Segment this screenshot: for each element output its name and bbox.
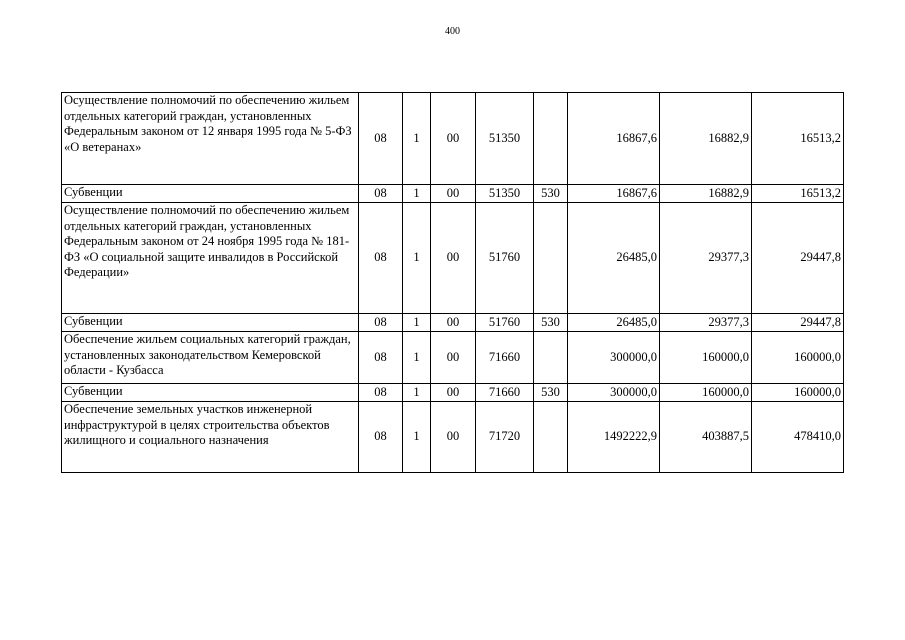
value-year-3: 16513,2 — [752, 93, 844, 185]
subsection-code: 1 — [403, 93, 431, 185]
expense-type — [534, 203, 568, 314]
value-year-1: 26485,0 — [568, 314, 660, 332]
target-code: 71660 — [476, 384, 534, 402]
expense-type — [534, 93, 568, 185]
value-year-3: 160000,0 — [752, 332, 844, 384]
expense-type — [534, 402, 568, 473]
value-year-1: 16867,6 — [568, 93, 660, 185]
row-name: Осуществление полномочий по обеспечению жильем отдельных категорий граждан, установленных Федеральным законом от 24 ноября 1995 года № 181-ФЗ «О социальной защите инвалидов в Российской Федерации» — [62, 203, 359, 314]
row-name: Субвенции — [62, 185, 359, 203]
section-code: 08 — [359, 402, 403, 473]
program-code: 00 — [431, 384, 476, 402]
table-row — [62, 203, 844, 314]
subsection-code: 1 — [403, 332, 431, 384]
section-code: 08 — [359, 332, 403, 384]
budget-table — [61, 92, 844, 473]
table-row — [62, 314, 844, 332]
value-year-3: 478410,0 — [752, 402, 844, 473]
subsection-code: 1 — [403, 203, 431, 314]
row-name: Осуществление полномочий по обеспечению жильем отдельных категорий граждан, установленных Федеральным законом от 12 января 1995 года № 5-ФЗ «О ветеранах» — [62, 93, 359, 185]
target-code: 51350 — [476, 93, 534, 185]
value-year-3: 160000,0 — [752, 384, 844, 402]
table-row — [62, 402, 844, 473]
program-code: 00 — [431, 332, 476, 384]
value-year-2: 29377,3 — [660, 314, 752, 332]
section-code: 08 — [359, 203, 403, 314]
subsection-code: 1 — [403, 384, 431, 402]
row-name: Субвенции — [62, 384, 359, 402]
value-year-2: 160000,0 — [660, 384, 752, 402]
program-code: 00 — [431, 314, 476, 332]
section-code: 08 — [359, 384, 403, 402]
value-year-2: 16882,9 — [660, 185, 752, 203]
expense-type: 530 — [534, 185, 568, 203]
subsection-code: 1 — [403, 402, 431, 473]
program-code: 00 — [431, 203, 476, 314]
table-row — [62, 332, 844, 384]
table-row — [62, 384, 844, 402]
section-code: 08 — [359, 93, 403, 185]
value-year-1: 26485,0 — [568, 203, 660, 314]
value-year-3: 29447,8 — [752, 203, 844, 314]
row-name: Обеспечение земельных участков инженерной инфраструктурой в целях строительства объектов жилищного и социального назначения — [62, 402, 359, 473]
expense-type — [534, 332, 568, 384]
value-year-1: 300000,0 — [568, 332, 660, 384]
value-year-2: 29377,3 — [660, 203, 752, 314]
section-code: 08 — [359, 314, 403, 332]
table-row — [62, 93, 844, 185]
value-year-3: 16513,2 — [752, 185, 844, 203]
expense-type: 530 — [534, 314, 568, 332]
target-code: 51760 — [476, 314, 534, 332]
subsection-code: 1 — [403, 314, 431, 332]
expense-type: 530 — [534, 384, 568, 402]
target-code: 51760 — [476, 203, 534, 314]
row-name: Обеспечение жильем социальных категорий граждан, установленных законодательством Кемеровской области - Кузбасса — [62, 332, 359, 384]
program-code: 00 — [431, 402, 476, 473]
table-row — [62, 185, 844, 203]
subsection-code: 1 — [403, 185, 431, 203]
row-name: Субвенции — [62, 314, 359, 332]
value-year-2: 160000,0 — [660, 332, 752, 384]
program-code: 00 — [431, 93, 476, 185]
value-year-1: 16867,6 — [568, 185, 660, 203]
value-year-2: 403887,5 — [660, 402, 752, 473]
section-code: 08 — [359, 185, 403, 203]
program-code: 00 — [431, 185, 476, 203]
value-year-1: 1492222,9 — [568, 402, 660, 473]
target-code: 71720 — [476, 402, 534, 473]
value-year-2: 16882,9 — [660, 93, 752, 185]
value-year-3: 29447,8 — [752, 314, 844, 332]
target-code: 71660 — [476, 332, 534, 384]
value-year-1: 300000,0 — [568, 384, 660, 402]
target-code: 51350 — [476, 185, 534, 203]
page-number: 400 — [445, 26, 460, 37]
